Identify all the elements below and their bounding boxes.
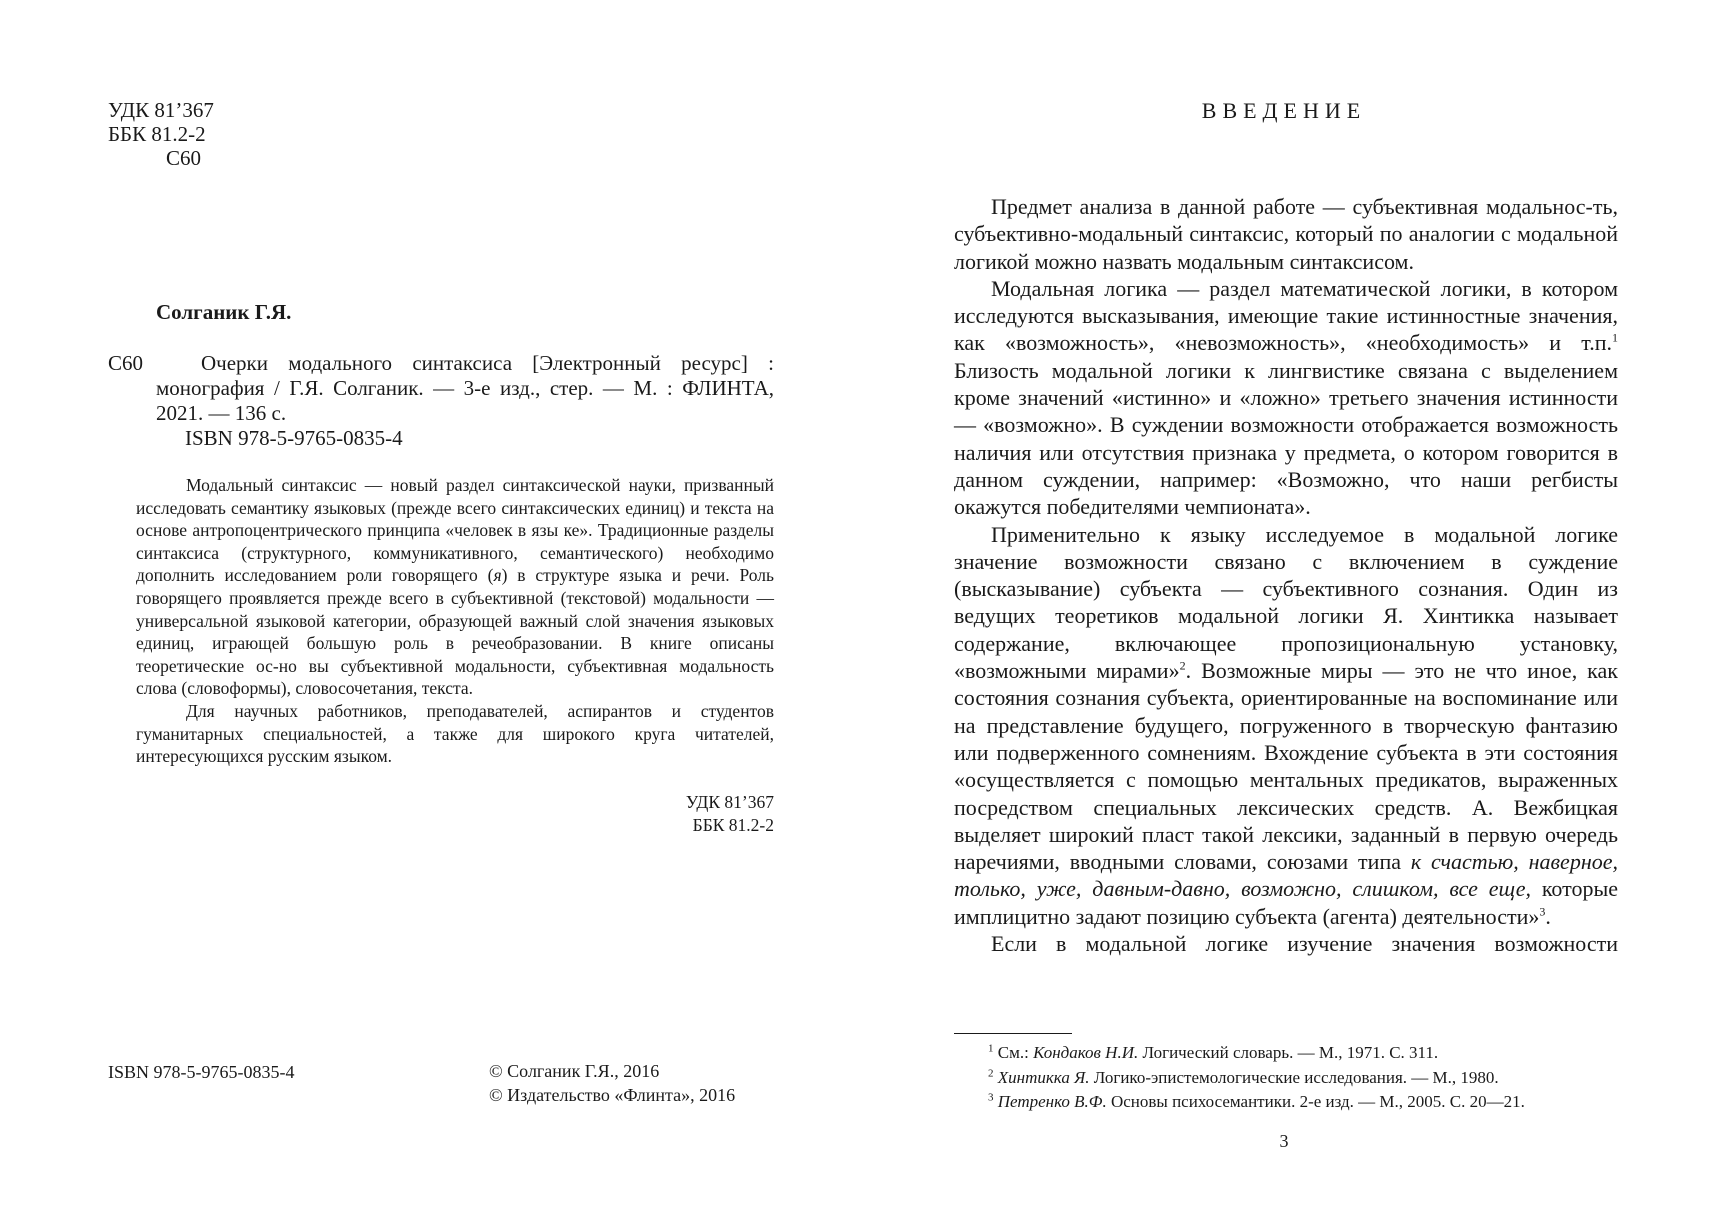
author-sign: С60 (166, 146, 202, 170)
italic-examples: к счастью, наверное, только, уже, давным-давно, возможно, слишком, все еще, (954, 849, 1618, 902)
annotation-bbk: ББК 81.2-2 (692, 814, 774, 835)
footnote-3: $^3$ Петренко В.Ф. Основы психосемантики. 2-е изд. — М., 2005. С. 20—21. (988, 1091, 1525, 1111)
footnote-ref-3: 3 (1539, 904, 1546, 919)
isbn-footer: ISBN 978-5-9765-0835-4 (108, 1062, 295, 1082)
footnote-ref-1: 1 (1612, 331, 1618, 346)
author-name: Солганик Г.Я. (156, 300, 292, 324)
paragraph-4: Если в модальной логике изучение значения возможности (991, 931, 1618, 957)
footnote-divider (954, 1033, 1072, 1034)
biblio-code: С60 (108, 351, 144, 375)
main-text (954, 193, 1618, 957)
classification-block (108, 98, 214, 170)
chapter-heading: ВВЕДЕНИЕ (1201, 98, 1367, 123)
annotation-udk: УДК 81’367 (685, 792, 774, 812)
footnotes (988, 1041, 1525, 1115)
bibliographic-record (108, 351, 774, 451)
annotation-paragraph-2: Для научных работников, преподавателей, аспирантов и студентов гуманитарных специальностей, а также для широкого круга читателей, интересующихся русским языком. (136, 700, 774, 767)
copyright-author: © Солганик Г.Я., 2016 (489, 1061, 660, 1081)
copyright-block (489, 1059, 735, 1107)
annotation-classification (686, 791, 774, 836)
annotation-paragraph-1: Модальный синтаксис — новый раздел синтаксической науки, призванный исследовать семантику языковых (прежде всего синтаксических единиц) и текста на основе антропоцентрического принципа «человек в язы ке». Традиционные разделы синтаксиса (структурного, коммуникативного, семантического) необходимо дополнить исследованием роли говорящего (я) в структуре языка и речи. Роль говорящего проявляется прежде всего в субъективной (текстовой) модальности — универсальной языковой категории, образующей важный слой значения языковых единиц, играющей большую роль в речеобразовании. В книге описаны теоретические ос-но вы субъективной модальности, субъективная модальность слова (словоформы), словосочетания, текста. (136, 475, 774, 699)
paragraph-2: Модальная логика — раздел математической логики, в котором исследуются высказывания, имеющие такие истинностные значения, как «возможность», «невозможность», «необходимость» и т.п.$^1$ Близость модальной логики к лингвистике связана с выделением кроме значений «истинно» и «ложно» третьего значения истинности — «возможно». В суждении возможности отображается возможность наличия или отсутствия признака у предмета, о котором говорится в данном суждении, например: «Возможно, что наши регбисты окажутся победителями чемпионата». (954, 275, 1618, 520)
footnote-1: $^1$ См.: Кондаков Н.И. Логический словарь. — М., 1971. С. 311. (988, 1042, 1439, 1062)
footnote-2: $^2$ Хинтикка Я. Логико-эпистемологические исследования. — М., 1980. (988, 1066, 1499, 1087)
paragraph-1: Предмет анализа в данной работе — субъективная модальнос-ть, субъективно-модальный синтаксис, который по аналогии с модальной логикой можно назвать модальным синтаксисом. (954, 194, 1618, 274)
bbk-code: ББК 81.2-2 (108, 122, 206, 146)
udk-code: УДК 81’367 (108, 98, 214, 122)
biblio-isbn: ISBN 978-5-9765-0835-4 (185, 426, 403, 450)
copyright-publisher: © Издательство «Флинта», 2016 (489, 1085, 736, 1105)
page-number: 3 (1279, 1131, 1289, 1151)
biblio-description: Очерки модального синтаксиса [Электронный ресурс] : монография / Г.Я. Солганик. — 3-е изд., стер. — М. : ФЛИНТА, 2021. — 136 с. (156, 351, 774, 425)
annotation (136, 474, 774, 768)
paragraph-3: Применительно к языку исследуемое в модальной логике значение возможности связано с включением в суждение (высказывание) субъекта — субъективного сознания. Один из ведущих теоретиков модальной логики Я. Хинтикка называет содержание, включающее пропозициональную установку, «возможными мирами»$^2$. Возможные миры — это не что иное, как состояния сознания субъекта, ориентированные на воспоминание или на представление будущего, погруженного в творческую фантазию или подверженного сомнениям. Вхождение субъекта в эти состояния «осуществляется с помощью ментальных предикатов, выраженных посредством специальных лексических средств. А. Вежбицкая выделяет широкий пласт такой лексики, заданный в первую очередь наречиями, вводными словами, союзами типа к счастью, наверное, только, уже, давным-давно, возможно, слишком, все еще, которые имплицитно задают позицию субъекта (агента) деятельности»$^3$. (954, 521, 1618, 929)
footnote-ref-2: 2 (1179, 658, 1186, 673)
